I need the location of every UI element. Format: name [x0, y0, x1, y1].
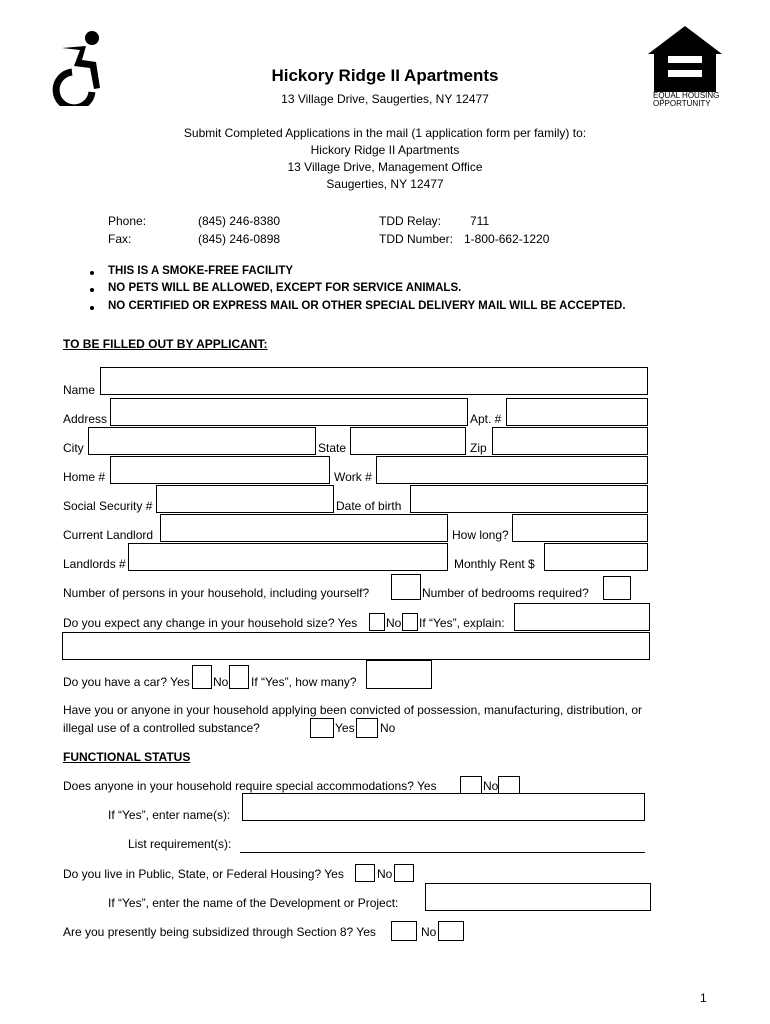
- ssn-input[interactable]: [156, 485, 334, 513]
- development-input[interactable]: [425, 883, 651, 911]
- bedrooms-input[interactable]: [603, 576, 631, 600]
- city-label: City: [63, 441, 84, 455]
- bedrooms-question: Number of bedrooms required?: [422, 586, 589, 600]
- household-change-yes-checkbox[interactable]: [369, 613, 385, 631]
- car-how-many-input[interactable]: [366, 660, 432, 689]
- address-label: Address: [63, 412, 108, 426]
- tdd-number-label: TDD Number:: [379, 232, 454, 246]
- bullet: [90, 288, 94, 292]
- apt-input[interactable]: [506, 398, 648, 426]
- mailing-line-2: 13 Village Drive, Management Office: [287, 160, 483, 174]
- home-phone-input[interactable]: [110, 456, 330, 484]
- explain-input[interactable]: [514, 603, 650, 631]
- page-title: Hickory Ridge II Apartments: [271, 66, 499, 85]
- list-requirements-label: List requirement(s):: [128, 837, 232, 851]
- header-address: 13 Village Drive, Saugerties, NY 12477: [281, 92, 489, 106]
- name-label: Name: [63, 383, 96, 397]
- landlord-input[interactable]: [160, 514, 448, 542]
- persons-input[interactable]: [391, 574, 421, 600]
- notice-no-certified-mail: NO CERTIFIED OR EXPRESS MAIL OR OTHER SPECIAL DELIVERY MAIL WILL BE ACCEPTED.: [108, 300, 626, 312]
- zip-label: Zip: [470, 441, 487, 455]
- landlords-number-input[interactable]: [128, 543, 448, 571]
- requirements-input[interactable]: [240, 852, 645, 853]
- section8-no-checkbox[interactable]: [438, 921, 464, 941]
- enter-names-label: If “Yes”, enter name(s):: [108, 808, 231, 822]
- name-input[interactable]: [100, 367, 648, 395]
- section8-question: Are you presently being subsidized through Section 8? Yes: [63, 925, 376, 939]
- mailing-line-1: Hickory Ridge II Apartments: [310, 143, 460, 157]
- address-input[interactable]: [110, 398, 468, 426]
- how-long-input[interactable]: [512, 514, 648, 542]
- household-change-question: Do you expect any change in your household size? Yes: [63, 616, 358, 630]
- zip-input[interactable]: [492, 427, 648, 455]
- bullet: [90, 306, 94, 310]
- convicted-question-2: illegal use of a controlled substance?: [63, 721, 260, 735]
- monthly-rent-label: Monthly Rent $: [454, 557, 535, 571]
- accommodations-question: Does anyone in your household require special accommodations? Yes: [63, 779, 437, 793]
- persons-question: Number of persons in your household, including yourself?: [63, 586, 370, 600]
- public-housing-no-label: No: [377, 867, 393, 881]
- fax-label: Fax:: [108, 232, 132, 246]
- household-change-no-label: No: [386, 616, 402, 630]
- car-no-label: No: [213, 675, 229, 689]
- convicted-yes-checkbox[interactable]: [310, 718, 334, 738]
- state-input[interactable]: [350, 427, 466, 455]
- section-functional-heading: FUNCTIONAL STATUS: [63, 750, 191, 764]
- development-label: If “Yes”, enter the name of the Development or Project:: [108, 896, 399, 910]
- section8-yes-checkbox[interactable]: [391, 921, 417, 941]
- notice-smoke-free: THIS IS A SMOKE-FREE FACILITY: [108, 265, 294, 277]
- accommodations-no-label: No: [483, 779, 499, 793]
- mailing-line-3: Saugerties, NY 12477: [326, 177, 444, 191]
- accommodations-yes-checkbox[interactable]: [460, 776, 482, 794]
- home-label: Home #: [63, 470, 106, 484]
- equal-housing-text-2: OPPORTUNITY: [653, 99, 711, 108]
- work-phone-input[interactable]: [376, 456, 648, 484]
- convicted-yes-label: Yes: [335, 721, 355, 735]
- notice-no-pets: NO PETS WILL BE ALLOWED, EXCEPT FOR SERVICE ANIMALS.: [108, 282, 462, 294]
- monthly-rent-input[interactable]: [544, 543, 648, 571]
- dob-label: Date of birth: [336, 499, 402, 513]
- names-input[interactable]: [242, 793, 645, 821]
- phone-value: (845) 246-8380: [198, 214, 281, 228]
- household-change-no-checkbox[interactable]: [402, 613, 418, 631]
- landlord-label: Current Landlord: [63, 528, 154, 542]
- equal-housing-text-1: EQUAL HOUSING: [653, 91, 720, 100]
- mailing-intro: Submit Completed Applications in the mail (1 application form per family) to:: [183, 126, 587, 140]
- convicted-no-checkbox[interactable]: [356, 718, 378, 738]
- dob-input[interactable]: [410, 485, 648, 513]
- convicted-no-label: No: [380, 721, 396, 735]
- how-long-label: How long?: [452, 528, 509, 542]
- city-input[interactable]: [88, 427, 316, 455]
- car-no-checkbox[interactable]: [229, 665, 249, 689]
- landlords-number-label: Landlords #: [63, 557, 126, 571]
- public-housing-no-checkbox[interactable]: [394, 864, 414, 882]
- public-housing-yes-checkbox[interactable]: [355, 864, 375, 882]
- ssn-label: Social Security #: [63, 499, 153, 513]
- car-question: Do you have a car? Yes: [63, 675, 190, 689]
- tdd-relay-value: 711: [470, 214, 490, 228]
- page-number: 1: [700, 991, 707, 1005]
- tdd-relay-label: TDD Relay:: [379, 214, 442, 228]
- section-applicant-heading: TO BE FILLED OUT BY APPLICANT:: [63, 337, 268, 351]
- accommodations-no-checkbox[interactable]: [498, 776, 520, 794]
- fax-value: (845) 246-0898: [198, 232, 281, 246]
- convicted-question-1: Have you or anyone in your household applying been convicted of possession, manufacturing, distribution, or: [63, 703, 643, 717]
- work-label: Work #: [334, 470, 372, 484]
- state-label: State: [318, 441, 347, 455]
- bullet: [90, 271, 94, 275]
- explain-input-line-2[interactable]: [62, 632, 650, 660]
- car-how-many-label: If “Yes”, how many?: [251, 675, 357, 689]
- car-yes-checkbox[interactable]: [192, 665, 212, 689]
- public-housing-question: Do you live in Public, State, or Federal Housing? Yes: [63, 867, 344, 881]
- tdd-number-value: 1-800-662-1220: [464, 232, 550, 246]
- apt-label: Apt. #: [470, 412, 502, 426]
- section8-no-label: No: [421, 925, 437, 939]
- explain-label: If “Yes”, explain:: [419, 616, 505, 630]
- phone-label: Phone:: [108, 214, 147, 228]
